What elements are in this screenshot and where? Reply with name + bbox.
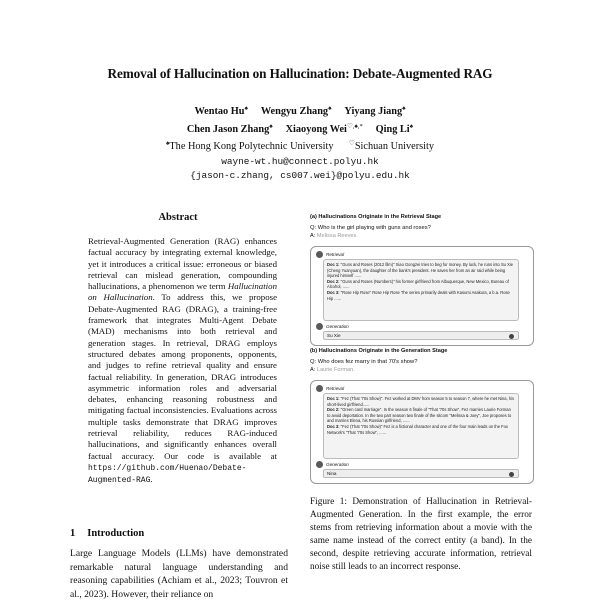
section-heading: 1 Introduction xyxy=(70,528,145,539)
question: Q: Who is the girl playing with guns and roses? xyxy=(310,225,431,231)
affiliation: The Hong Kong Polytechnic University xyxy=(169,141,334,153)
code-link[interactable]: https://github.com/Huenao/Debate-Augmented-RAG xyxy=(88,463,247,486)
abstract-body: Retrieval-Augmented Generation (RAG) enhances factual accuracy by integrating external knowledge, yet it introduces a critical issue: erroneous or biased retrieval can mislead generation, compounding hallucinations, a phenomenon we term Hallucination on Hallucination. To address this, we propose Debate-Augmented RAG (DRAG), a training-free framework that integrates Multi-Agent Debate (MAD) mechanisms into both retrieval and generation stages. In retrieval, DRAG employs structured debates among proponents, opponents, and judges to refine retrieval quality and ensure factual reliability. In generation, DRAG introduces asymmetric information roles and adversarial debates, enhancing reasoning robustness and mitigating factual inconsistencies. Evaluations across multiple tasks demonstrate that DRAG improves retrieval reliability, reduces RAG-induced hallucinations, and significantly enhances overall factual accuracy. Our code is available at https://github.com/Huenao/Debate-Augmented-RAG. xyxy=(88,236,278,486)
answer: A: Melissa Reeves. xyxy=(310,233,358,239)
abstract-term: Hallucination on Hallucination xyxy=(88,281,277,303)
email[interactable]: {jason-c.zhang, cs007.wei}@polyu.edu.hk xyxy=(190,170,410,182)
author-name: Yiyang Jiang xyxy=(344,106,403,117)
author-name: Qing Li xyxy=(375,123,410,135)
retrieved-docs: Doc 1: "Fez (That '70s Show)". Fez worked at DMV from season 5 to season 7, where he met Nina, his short-lived girlfriend...... Doc 2: "Green card marriage". In the season 6 finale of "That '70s Show", Fez marries Laurie Forman to avoid deportation. In the two part season two finale of the sitcom "Melissa & Joey", Joe proposes to and marries Elena, his Russian girlfriend, ...... Doc 3: "Fez (That '70s Show)" Fez is a fictional character and one of the four main leads on the Fox Network's "That '70s Show", ...... xyxy=(323,393,519,459)
figure-panel-b: Retrieval Doc 1: "Fez (That '70s Show)". Fez worked at DMV from season 5 to season 7, where he met Nina, his short-lived girlfriend...... Doc 2: "Green card marriage". In the season 6 finale of "That '70s Show", Fez marries Laurie Forman to avoid deportation. In the two part season two finale of the sitcom "Melissa & Joey", Joe proposes to and marries Elena, his Russian girlfriend, ...... Doc 3: "Fez (That '70s Show)" Fez is a fictional character and one of the four main leads on the Fox Network's "That '70s Show", ...... Generation Nina xyxy=(310,380,534,484)
author-name: Xiaoyong Wei xyxy=(285,123,347,135)
author-name: Chen Jason Zhang xyxy=(186,123,270,135)
email[interactable]: wayne-wt.hu@connect.polyu.hk xyxy=(221,155,379,167)
generation-output: Nina xyxy=(323,469,519,478)
author-name: Wentao Hu xyxy=(194,106,245,117)
author-block: Wentao Hu♠ Wengyu Zhang♠ Yiyang Jiang♠ Chen Jason Zhang♠ Xiaoyong Wei♡,♠,* Qing Li♠ ♠The Hong Kong Polytechnic University ♡Sichuan University wayne-wt.hu@connect.polyu.hk {jason-c.zhang, cs007.wei}@polyu.edu.hk xyxy=(0,102,600,184)
figure-panel-a: Retrieval Doc 1: "Guns and Roses (2012 film)" Xiao Gongzei tries to beg for money. By luck, he runs into Su Xie (Cheng Yuanyuan), the daughter of the bank's president. He saves her from an air raid while being injured himself ...... Doc 2: "Guns and Roses (Numbers)" his former girlfriend from Albuquerque, New Mexico, Bureau of Alcohol, ...... Doc 3: "Rose Hip Rose" Rose Hip Rose The series primarily deals with Kasumi Asakura, a b.a. Rose Hip ...... Generation Su Xie xyxy=(310,246,534,346)
answer: A: Laurie Forman. xyxy=(310,367,355,373)
close-icon xyxy=(509,472,514,477)
author-name: Wengyu Zhang xyxy=(260,106,329,117)
figure-part-b-header: (b) Hallucinations Originate in the Generation Stage Q: Who does fez marry in that 70's show? A: Laurie Forman. xyxy=(310,348,536,373)
abstract-heading: Abstract xyxy=(158,212,198,223)
figure-caption: Figure 1: Demonstration of Hallucination in Retrieval-Augmented Generation. In the first example, the error stems from retrieving information about a movie with the same name instead of the correct entity (a band). In the second, despite retrieving accurate information, retrieval noise still leads to an incorrect response. xyxy=(310,497,532,572)
affiliation: Sichuan University xyxy=(354,141,435,153)
generator-icon xyxy=(316,323,323,330)
question: Q: Who does fez marry in that 70's show? xyxy=(310,359,418,365)
intro-paragraph: Large Language Models (LLMs) have demonstrated remarkable natural language understanding and reasoning capabilities (Achiam et al., 2023; Touvron et al., 2023). However, their reliance on xyxy=(70,548,288,600)
figure-part-a-header: (a) Hallucinations Originate in the Retrieval Stage Q: Who is the girl playing with guns and roses? A: Melissa Reeves. xyxy=(310,214,536,239)
paper-title: Removal of Hallucination on Hallucination: Debate-Augmented RAG xyxy=(107,66,493,81)
retriever-icon xyxy=(316,385,323,392)
generator-icon xyxy=(316,461,323,468)
close-icon xyxy=(509,334,514,339)
generation-output: Su Xie xyxy=(323,331,519,340)
retriever-icon xyxy=(316,251,323,258)
retrieved-docs: Doc 1: "Guns and Roses (2012 film)" Xiao Gongzei tries to beg for money. By luck, he runs into Su Xie (Cheng Yuanyuan), the daughter of the bank's president. He saves her from an air raid while being injured himself ...... Doc 2: "Guns and Roses (Numbers)" his former girlfriend from Albuquerque, New Mexico, Bureau of Alcohol, ...... Doc 3: "Rose Hip Rose" Rose Hip Rose The series primarily deals with Kasumi Asakura, a b.a. Rose Hip ...... xyxy=(323,259,519,321)
